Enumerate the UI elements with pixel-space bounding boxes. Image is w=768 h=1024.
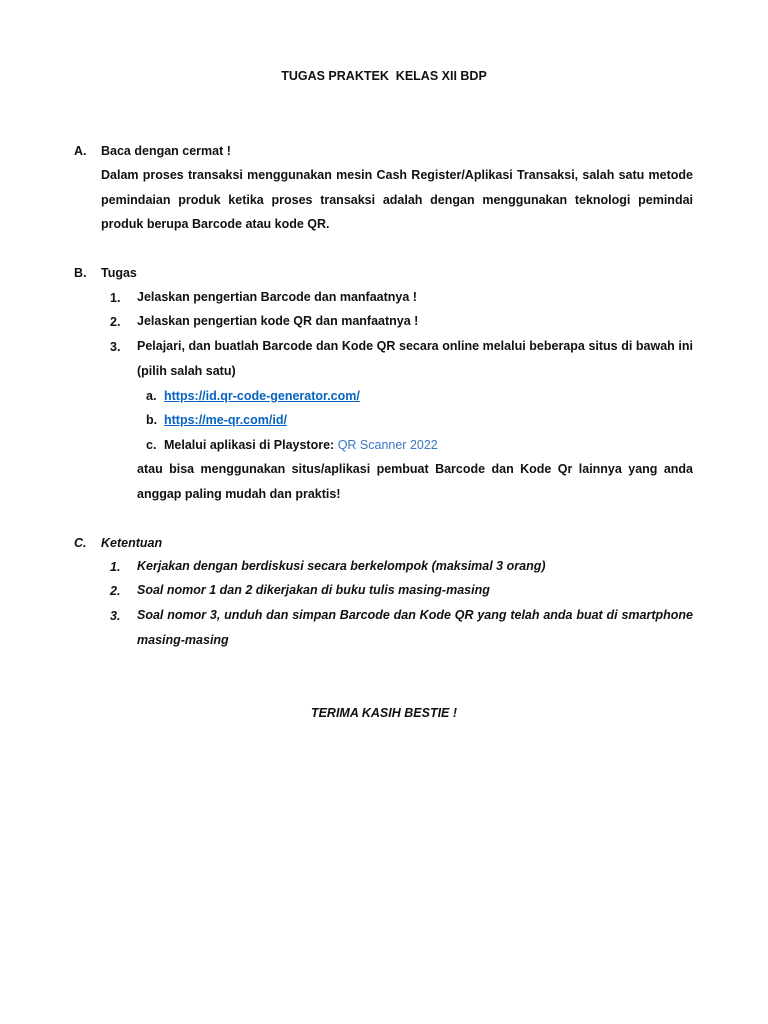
sub-item-letter: a. xyxy=(146,389,157,403)
app-name: QR Scanner 2022 xyxy=(337,438,438,452)
section-c-letter: C. xyxy=(74,536,87,550)
closing-text: TERIMA KASIH BESTIE ! xyxy=(310,706,458,720)
section-c-heading: Ketentuan xyxy=(101,536,163,550)
rule-number: 2. xyxy=(110,584,121,598)
rule-item-2: Soal nomor 1 dan 2 dikerjakan di buku tulis masing-masing xyxy=(137,583,490,597)
task-item-2: Jelaskan pengertian kode QR dan manfaatnya ! xyxy=(137,314,419,328)
playstore-prefix: Melalui aplikasi di Playstore: xyxy=(164,438,338,452)
sub-item-a xyxy=(164,389,360,403)
section-b-letter: B. xyxy=(74,266,87,280)
section-a-paragraph: Dalam proses transaksi menggunakan mesin Cash Register/Aplikasi Transaksi, salah satu metode pemindaian produk ketika proses transaksi adalah dengan menggunakan teknologi pemindai produk berupa Barcode atau kode QR. xyxy=(101,168,693,231)
task-number: 3. xyxy=(110,340,121,354)
section-a-heading: Baca dengan cermat ! xyxy=(101,144,231,158)
sub-item-letter: b. xyxy=(146,413,158,427)
task-number: 2. xyxy=(110,315,121,329)
rule-item-3: Soal nomor 3, unduh dan simpan Barcode dan Kode QR yang telah anda buat di smartphone masing-masing xyxy=(137,608,693,647)
qr-code-generator-link[interactable]: https://id.qr-code-generator.com/ xyxy=(164,389,360,403)
rule-number: 3. xyxy=(110,609,121,623)
me-qr-link[interactable]: https://me-qr.com/id/ xyxy=(164,413,287,427)
sub-item-b xyxy=(164,413,287,427)
rule-number: 1. xyxy=(110,560,121,574)
document-title: TUGAS PRAKTEK KELAS XII BDP xyxy=(281,69,487,83)
sub-item-c xyxy=(164,438,438,452)
task-note: atau bisa menggunakan situs/aplikasi pembuat Barcode dan Kode Qr lainnya yang anda anggap paling mudah dan praktis! xyxy=(137,462,693,501)
section-a-letter: A. xyxy=(74,144,87,158)
section-b-heading: Tugas xyxy=(101,266,137,280)
rule-item-1: Kerjakan dengan berdiskusi secara berkelompok (maksimal 3 orang) xyxy=(137,559,546,573)
task-number: 1. xyxy=(110,291,121,305)
task-item-1: Jelaskan pengertian Barcode dan manfaatnya ! xyxy=(137,290,417,304)
task-item-3: Pelajari, dan buatlah Barcode dan Kode QR secara online melalui beberapa situs di bawah ini (pilih salah satu) xyxy=(137,339,693,378)
sub-item-letter: c. xyxy=(146,438,157,452)
